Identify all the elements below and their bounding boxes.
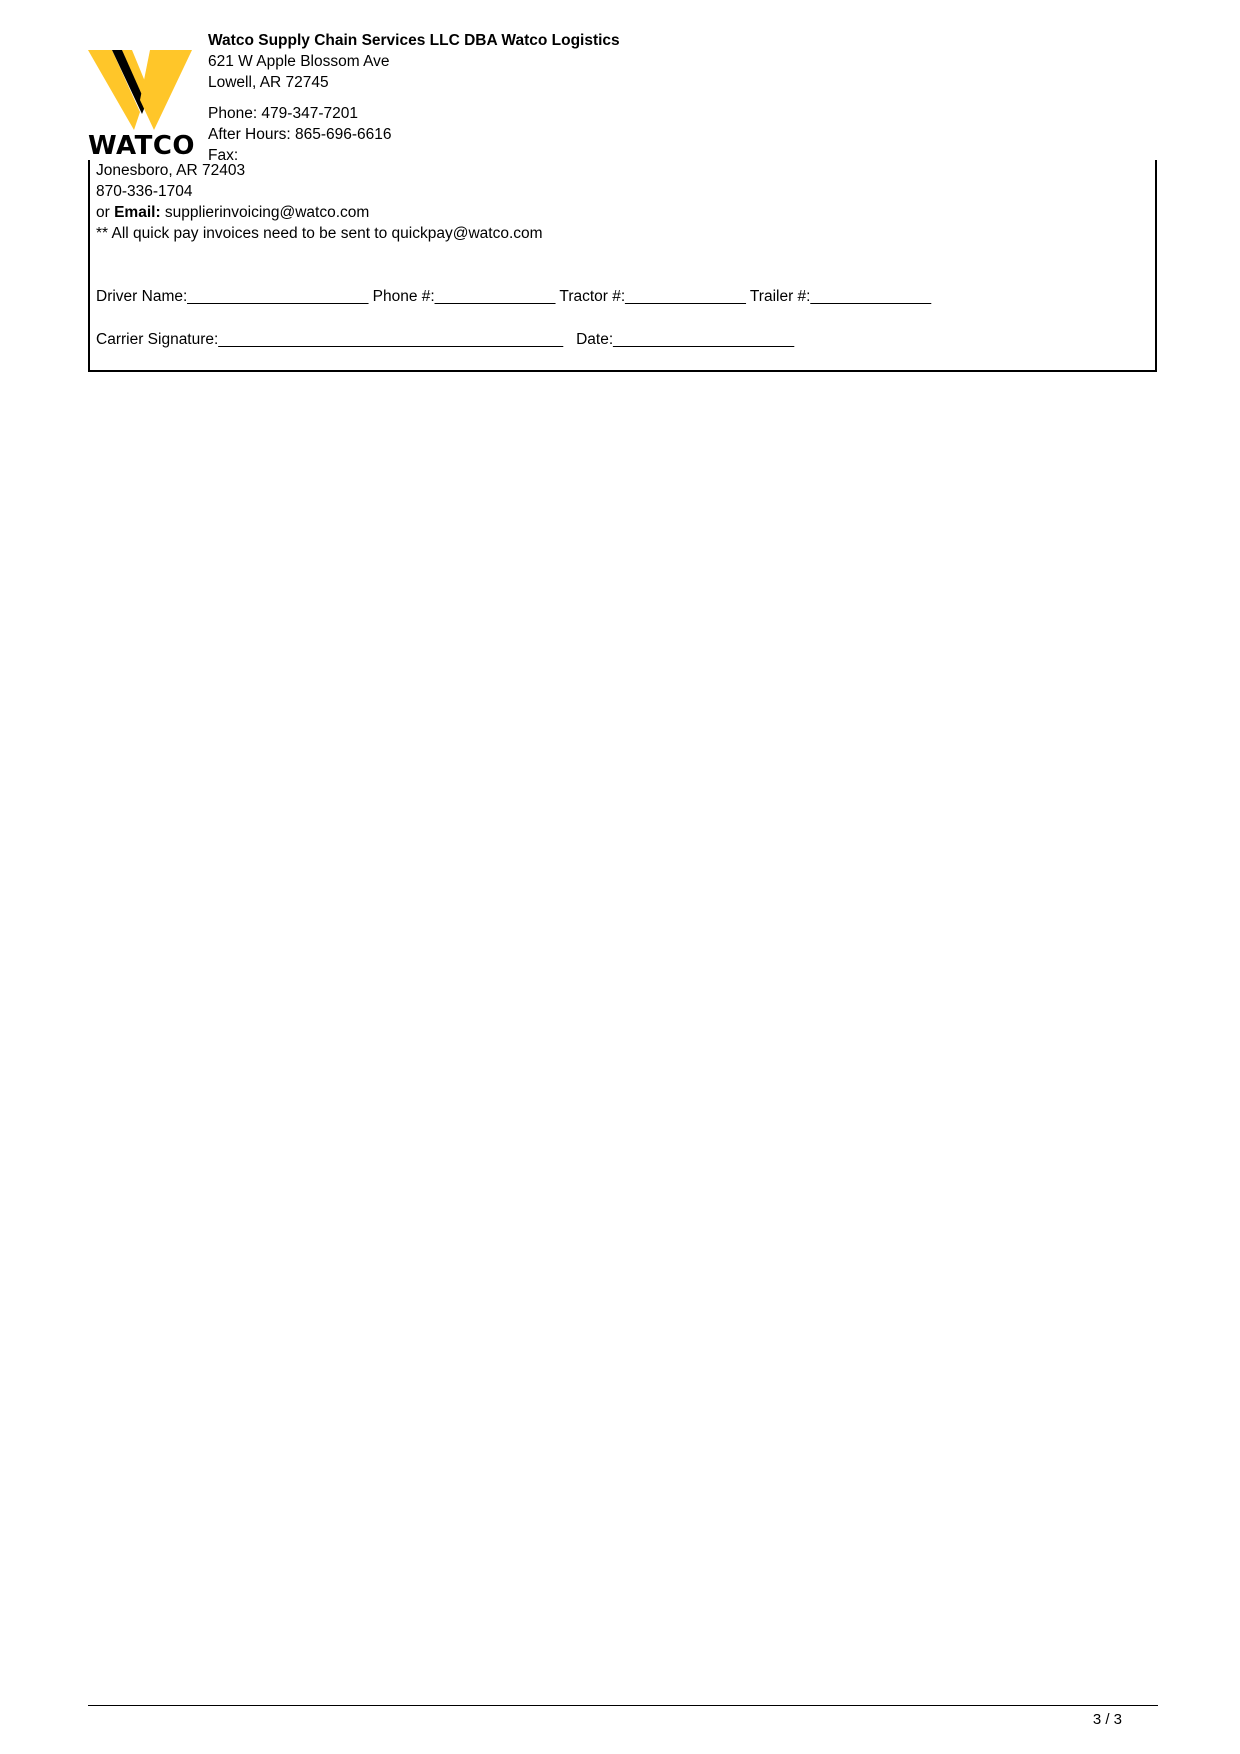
driver-phone-field[interactable]: Phone #:______________ — [372, 288, 556, 305]
driver-fields-row — [96, 286, 931, 307]
driver-name-field[interactable]: Driver Name:_____________________ — [96, 288, 369, 305]
quickpay-note: ** All quick pay invoices need to be sent to quickpay@watco.com — [96, 225, 543, 242]
company-address-line1: 621 W Apple Blossom Ave — [208, 53, 390, 70]
company-name: Watco Supply Chain Services LLC DBA Watco Logistics — [208, 32, 620, 49]
trailer-field[interactable]: Trailer #:______________ — [749, 288, 932, 305]
company-after-hours: After Hours: 865-696-6616 — [208, 126, 392, 143]
page-number: 3 / 3 — [1092, 1711, 1122, 1728]
signature-row — [96, 329, 794, 350]
logo-wordmark: WATCO — [88, 131, 196, 161]
remit-city: Jonesboro, AR 72403 — [96, 162, 246, 179]
carrier-signature-field[interactable]: Carrier Signature:________________________________________ — [96, 331, 564, 348]
company-fax: Fax: — [208, 147, 239, 164]
watco-logo — [88, 50, 196, 161]
email-label: Email: — [114, 204, 161, 221]
tractor-field[interactable]: Tractor #:______________ — [559, 288, 746, 305]
watco-w-mark-icon — [88, 50, 192, 130]
remit-address — [96, 160, 543, 244]
date-field[interactable]: Date:_____________________ — [576, 331, 795, 348]
company-header — [208, 30, 620, 166]
company-address-line2: Lowell, AR 72745 — [208, 74, 329, 91]
company-phone: Phone: 479-347-7201 — [208, 105, 358, 122]
email-prefix: or — [96, 204, 115, 221]
remit-phone: 870-336-1704 — [96, 183, 193, 200]
footer-divider — [88, 1705, 1158, 1706]
email-value: supplierinvoicing@watco.com — [160, 204, 370, 221]
carrier-info-box — [88, 160, 1157, 372]
remit-email-line — [96, 202, 543, 223]
